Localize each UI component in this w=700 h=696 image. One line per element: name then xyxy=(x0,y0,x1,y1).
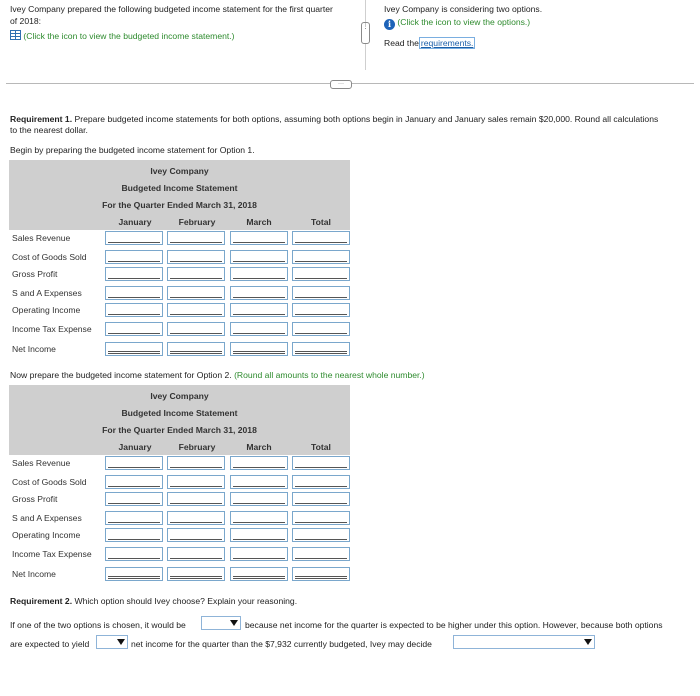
requirements-link[interactable]: requirements. xyxy=(420,38,474,48)
statement-1-col-total: Total xyxy=(311,217,331,227)
statement1-gross-profit-total-input[interactable] xyxy=(292,267,350,281)
chevron-down-icon[interactable] xyxy=(230,620,238,626)
statement1-row-label-cost-of-goods-sold: Cost of Goods Sold xyxy=(12,252,87,262)
statement2-row-label-net-income: Net Income xyxy=(12,569,56,579)
statement2-operating-income-total-input[interactable] xyxy=(292,528,350,542)
option-2-hint: (Round all amounts to the nearest whole number.) xyxy=(234,370,425,380)
statement-2-col-january: January xyxy=(118,442,152,452)
statement1-income-tax-expense-march-input[interactable] xyxy=(230,322,288,336)
statement2-net-income-february-input[interactable] xyxy=(167,567,225,581)
statement2-gross-profit-february-input[interactable] xyxy=(167,492,225,506)
statement1-row-label-sales-revenue: Sales Revenue xyxy=(12,233,71,243)
requirement-1-text: Prepare budgeted income statements for both options, assuming both options begin in January and January sales remain $20,000. Round all calculations xyxy=(74,114,659,124)
statement2-s-and-a-expenses-february-input[interactable] xyxy=(167,511,225,525)
options-intro: Ivey Company is considering two options. xyxy=(384,4,543,14)
statement2-gross-profit-total-input[interactable] xyxy=(292,492,350,506)
statement1-net-income-total-input[interactable] xyxy=(292,342,350,356)
statement2-net-income-total-input[interactable] xyxy=(292,567,350,581)
statement1-gross-profit-january-input[interactable] xyxy=(105,267,163,281)
statement-1-col-march: March xyxy=(246,217,272,227)
statement2-cost-of-goods-sold-january-input[interactable] xyxy=(105,475,163,489)
requirement-1-title: Requirement 1. xyxy=(10,114,73,124)
statement-1-period: For the Quarter Ended March 31, 2018 xyxy=(102,200,257,210)
statement2-sales-revenue-total-input[interactable] xyxy=(292,456,350,470)
statement1-row-label-s-and-a-expenses: S and A Expenses xyxy=(12,288,82,298)
statement1-sales-revenue-january-input[interactable] xyxy=(105,231,163,245)
statement1-operating-income-january-input[interactable] xyxy=(105,303,163,317)
statement1-s-and-a-expenses-january-input[interactable] xyxy=(105,286,163,300)
statement2-cost-of-goods-sold-march-input[interactable] xyxy=(230,475,288,489)
chevron-down-icon[interactable] xyxy=(584,639,592,645)
statement2-cost-of-goods-sold-february-input[interactable] xyxy=(167,475,225,489)
statement2-s-and-a-expenses-total-input[interactable] xyxy=(292,511,350,525)
statement-1-title: Budgeted Income Statement xyxy=(121,183,238,193)
statement1-gross-profit-march-input[interactable] xyxy=(230,267,288,281)
view-options-link-text[interactable]: (Click the icon to view the options.) xyxy=(397,17,531,27)
statement2-operating-income-february-input[interactable] xyxy=(167,528,225,542)
answer-line-1-a: If one of the two options is chosen, it would be xyxy=(10,620,186,630)
statement1-row-label-operating-income: Operating Income xyxy=(12,305,81,315)
view-options-link[interactable] xyxy=(384,17,530,30)
statement1-s-and-a-expenses-march-input[interactable] xyxy=(230,286,288,300)
answer-line-2-b: net income for the quarter than the $7,932 currently budgeted, Ivey may decide xyxy=(131,639,432,649)
statement1-operating-income-february-input[interactable] xyxy=(167,303,225,317)
statement1-net-income-february-input[interactable] xyxy=(167,342,225,356)
intro-line-1: Ivey Company prepared the following budgeted income statement for the first quarter xyxy=(10,4,333,14)
statement2-row-label-income-tax-expense: Income Tax Expense xyxy=(12,549,92,559)
statement-2-header xyxy=(9,385,350,455)
statement2-row-label-gross-profit: Gross Profit xyxy=(12,494,58,504)
requirement-1-line-2: to the nearest dollar. xyxy=(10,125,88,135)
statement2-row-label-sales-revenue: Sales Revenue xyxy=(12,458,71,468)
chevron-down-icon[interactable] xyxy=(117,639,125,645)
view-statement-link[interactable] xyxy=(10,30,235,41)
read-prefix: Read the xyxy=(384,38,419,48)
info-icon[interactable]: i xyxy=(384,19,395,30)
statement2-income-tax-expense-february-input[interactable] xyxy=(167,547,225,561)
statement1-s-and-a-expenses-total-input[interactable] xyxy=(292,286,350,300)
statement2-income-tax-expense-january-input[interactable] xyxy=(105,547,163,561)
statement2-operating-income-january-input[interactable] xyxy=(105,528,163,542)
statement-1-col-january: January xyxy=(118,217,152,227)
statement2-s-and-a-expenses-march-input[interactable] xyxy=(230,511,288,525)
answer-line-1-b: because net income for the quarter is expected to be higher under this option. However, because both options xyxy=(245,620,663,630)
requirement-1-line-1 xyxy=(10,114,658,124)
begin-text: Begin by preparing the budgeted income statement for Option 1. xyxy=(10,145,255,155)
statement1-income-tax-expense-february-input[interactable] xyxy=(167,322,225,336)
statement2-income-tax-expense-total-input[interactable] xyxy=(292,547,350,561)
statement2-sales-revenue-february-input[interactable] xyxy=(167,456,225,470)
statement1-cost-of-goods-sold-january-input[interactable] xyxy=(105,250,163,264)
yield-comparison-dropdown[interactable] xyxy=(96,635,128,649)
horizontal-resize-handle[interactable]: ··· xyxy=(330,80,352,89)
answer-line-2-a: are expected to yield xyxy=(10,639,90,649)
statement2-s-and-a-expenses-january-input[interactable] xyxy=(105,511,163,525)
statement1-net-income-january-input[interactable] xyxy=(105,342,163,356)
statement1-s-and-a-expenses-february-input[interactable] xyxy=(167,286,225,300)
statement1-row-label-net-income: Net Income xyxy=(12,344,56,354)
statement-2-period: For the Quarter Ended March 31, 2018 xyxy=(102,425,257,435)
statement2-row-label-operating-income: Operating Income xyxy=(12,530,81,540)
table-icon[interactable] xyxy=(10,30,21,40)
statement1-row-label-income-tax-expense: Income Tax Expense xyxy=(12,324,92,334)
option-choice-dropdown[interactable] xyxy=(201,616,241,630)
statement1-cost-of-goods-sold-february-input[interactable] xyxy=(167,250,225,264)
requirement-2-line xyxy=(10,596,297,606)
decision-dropdown[interactable] xyxy=(453,635,595,649)
statement2-operating-income-march-input[interactable] xyxy=(230,528,288,542)
statement2-row-label-s-and-a-expenses: S and A Expenses xyxy=(12,513,82,523)
statement1-net-income-march-input[interactable] xyxy=(230,342,288,356)
statement-2-col-total: Total xyxy=(311,442,331,452)
statement1-sales-revenue-march-input[interactable] xyxy=(230,231,288,245)
statement-1-header xyxy=(9,160,350,230)
statement1-operating-income-march-input[interactable] xyxy=(230,303,288,317)
option-2-text: Now prepare the budgeted income statement for Option 2. xyxy=(10,370,232,380)
option-2-intro xyxy=(10,370,425,380)
statement2-sales-revenue-january-input[interactable] xyxy=(105,456,163,470)
statement2-sales-revenue-march-input[interactable] xyxy=(230,456,288,470)
statement2-gross-profit-january-input[interactable] xyxy=(105,492,163,506)
intro-line-2: of 2018: xyxy=(10,16,42,26)
statement2-income-tax-expense-march-input[interactable] xyxy=(230,547,288,561)
statement1-operating-income-total-input[interactable] xyxy=(292,303,350,317)
statement1-row-label-gross-profit: Gross Profit xyxy=(12,269,58,279)
statement1-sales-revenue-total-input[interactable] xyxy=(292,231,350,245)
statement1-income-tax-expense-total-input[interactable] xyxy=(292,322,350,336)
statement-1-company: Ivey Company xyxy=(150,166,209,176)
statement-2-col-march: March xyxy=(246,442,272,452)
view-statement-link-text[interactable]: (Click the icon to view the budgeted income statement.) xyxy=(23,31,235,41)
statement-2-title: Budgeted Income Statement xyxy=(121,408,238,418)
statement2-cost-of-goods-sold-total-input[interactable] xyxy=(292,475,350,489)
statement-2-col-february: February xyxy=(178,442,216,452)
requirement-2-question: Which option should Ivey choose? Explain your reasoning. xyxy=(74,596,298,606)
requirement-2-title: Requirement 2. xyxy=(10,596,73,606)
vertical-resize-handle[interactable]: ⋮ xyxy=(361,22,370,44)
statement2-row-label-cost-of-goods-sold: Cost of Goods Sold xyxy=(12,477,87,487)
statement1-cost-of-goods-sold-total-input[interactable] xyxy=(292,250,350,264)
statement2-net-income-march-input[interactable] xyxy=(230,567,288,581)
statement2-gross-profit-march-input[interactable] xyxy=(230,492,288,506)
statement1-sales-revenue-february-input[interactable] xyxy=(167,231,225,245)
statement-2-company: Ivey Company xyxy=(150,391,209,401)
statement2-net-income-january-input[interactable] xyxy=(105,567,163,581)
read-requirements-line xyxy=(384,38,475,48)
statement1-gross-profit-february-input[interactable] xyxy=(167,267,225,281)
statement1-cost-of-goods-sold-march-input[interactable] xyxy=(230,250,288,264)
statement-1-col-february: February xyxy=(178,217,216,227)
statement1-income-tax-expense-january-input[interactable] xyxy=(105,322,163,336)
